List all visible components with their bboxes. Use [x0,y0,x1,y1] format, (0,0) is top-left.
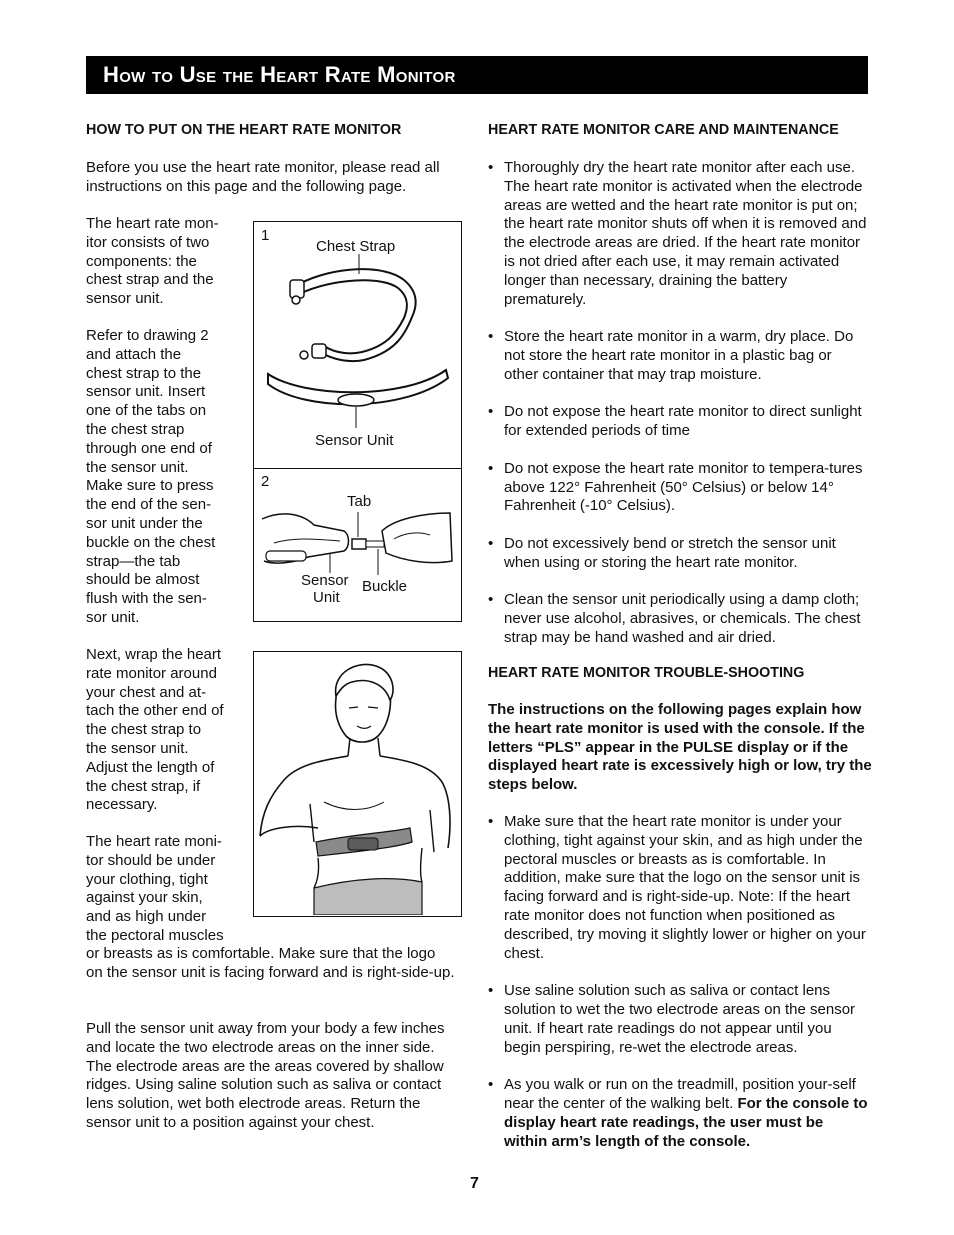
care-item: • Do not expose the heart rate monitor to tempera-tures above 122° Fahrenheit (50° Celsius) or below 14° Fahrenheit (-10° Celsius). [488,460,870,516]
care-item: • Store the heart rate monitor in a warm, dry place. Do not store the heart rate monitor in a plastic bag or other container that may trap moisture. [488,328,870,384]
page-number: 7 [470,1175,479,1192]
figure-2-box [253,468,462,622]
intro-paragraph: Before you use the heart rate monitor, please read all instructions on this page and the following page. [86,159,440,195]
position-paragraph: The heart rate moni- tor should be under your clothing, tight against your skin, and as high under the pectoral muscles [86,833,224,944]
figure-1-number: 1 [261,227,270,244]
sensor-label-line1: Sensor [301,572,349,589]
position-paragraph-continued: or breasts as is comfortable. Make sure that the logo on the sensor unit is facing forward and is right-side-up. [86,945,455,981]
figure-2-number: 2 [261,473,270,490]
care-heading: HEART RATE MONITOR CARE AND MAINTENANCE [488,122,839,138]
care-item: • Clean the sensor unit periodically using a damp cloth; never use alcohol, abrasives, or chemicals. The chest strap may be hand washed and air dried. [488,591,870,647]
figure-3-box [253,651,462,917]
care-item: • Do not excessively bend or stretch the sensor unit when using or storing the heart rate monitor. [488,535,870,573]
sensor-unit-label: Sensor Unit [315,432,394,449]
care-item: • Thoroughly dry the heart rate monitor after each use. The heart rate monitor is activated when the electrode areas are wetted and the heart rate monitor is put on; the heart rate monitor shuts off when it is removed and the electrode areas are dried. If the heart rate monitor is not dried after each use, it may remain activated longer than necessary, draining the battery prematurely. [488,159,870,309]
components-paragraph: The heart rate mon- itor consists of two components: the chest strap and the sensor unit. [86,215,219,308]
electrode-paragraph: Pull the sensor unit away from your body a few inches and locate the two electrode areas on the inner side. The electrode areas are the areas covered by shallow ridges. Using saline solution such as saliva or contact lens solution, wet both electrode areas. Return the sensor unit to a position against your chest. [86,1020,445,1131]
put-on-heading: HOW TO PUT ON THE HEART RATE MONITOR [86,122,402,138]
troubleshooting-list [488,813,870,1151]
troubleshooting-item: • Use saline solution such as saliva or contact lens solution to wet the two electrode areas on the sensor unit. If heart rate readings do not appear until you begin perspiring, re-wet the electrode areas. [488,982,870,1057]
sensor-label-line2: Unit [313,589,340,606]
troubleshooting-item: • Make sure that the heart rate monitor is under your clothing, tight against your skin, and as high under the pectoral muscles or breasts as is comfortable. In addition, make sure that the logo on the sensor unit is facing forward and is right-side-up. Note: If the heart rate monitor does not function when positioned as described, try moving it slightly lower or higher on your chest. [488,813,870,963]
buckle-label: Buckle [362,578,408,595]
care-item: • Do not expose the heart rate monitor to direct sunlight for extended periods of time [488,403,870,441]
troubleshooting-heading: HEART RATE MONITOR TROUBLE-SHOOTING [488,665,805,681]
tab-label: Tab [347,493,372,510]
title-bar [86,56,868,94]
chest-strap-label: Chest Strap [316,238,396,255]
care-list [488,159,870,648]
wrap-paragraph: Next, wrap the heart rate monitor around your chest and at- tach the other end of the chest strap to the sensor unit. Adjust the length of the chest strap, if necessary. [86,646,224,814]
troubleshooting-item-last: • As you walk or run on the treadmill, position your-self near the center of the walking belt. For the console to display heart rate readings, the user must be within arm’s length of the console. [488,1076,870,1151]
page-title: How to Use the Heart Rate Monitor [103,62,456,87]
wearing-monitor-illustration [254,652,460,915]
attach-strap-illustration [254,469,460,620]
figure-1-box [253,221,462,470]
troubleshooting-intro: The instructions on the following pages explain how the heart rate monitor is used with the console. If the letters “PLS” appear in the PULSE display or if the displayed heart rate is excessively high or low, try the steps below. [488,701,872,794]
attach-paragraph: Refer to drawing 2 and attach the chest strap to the sensor unit. Insert one of the tabs on the chest strap through one end of the sensor unit. Make sure to press the end of the sen- sor unit under the buckle on the chest strap—the tab should be almost flush with the sen- sor unit. [86,327,216,626]
